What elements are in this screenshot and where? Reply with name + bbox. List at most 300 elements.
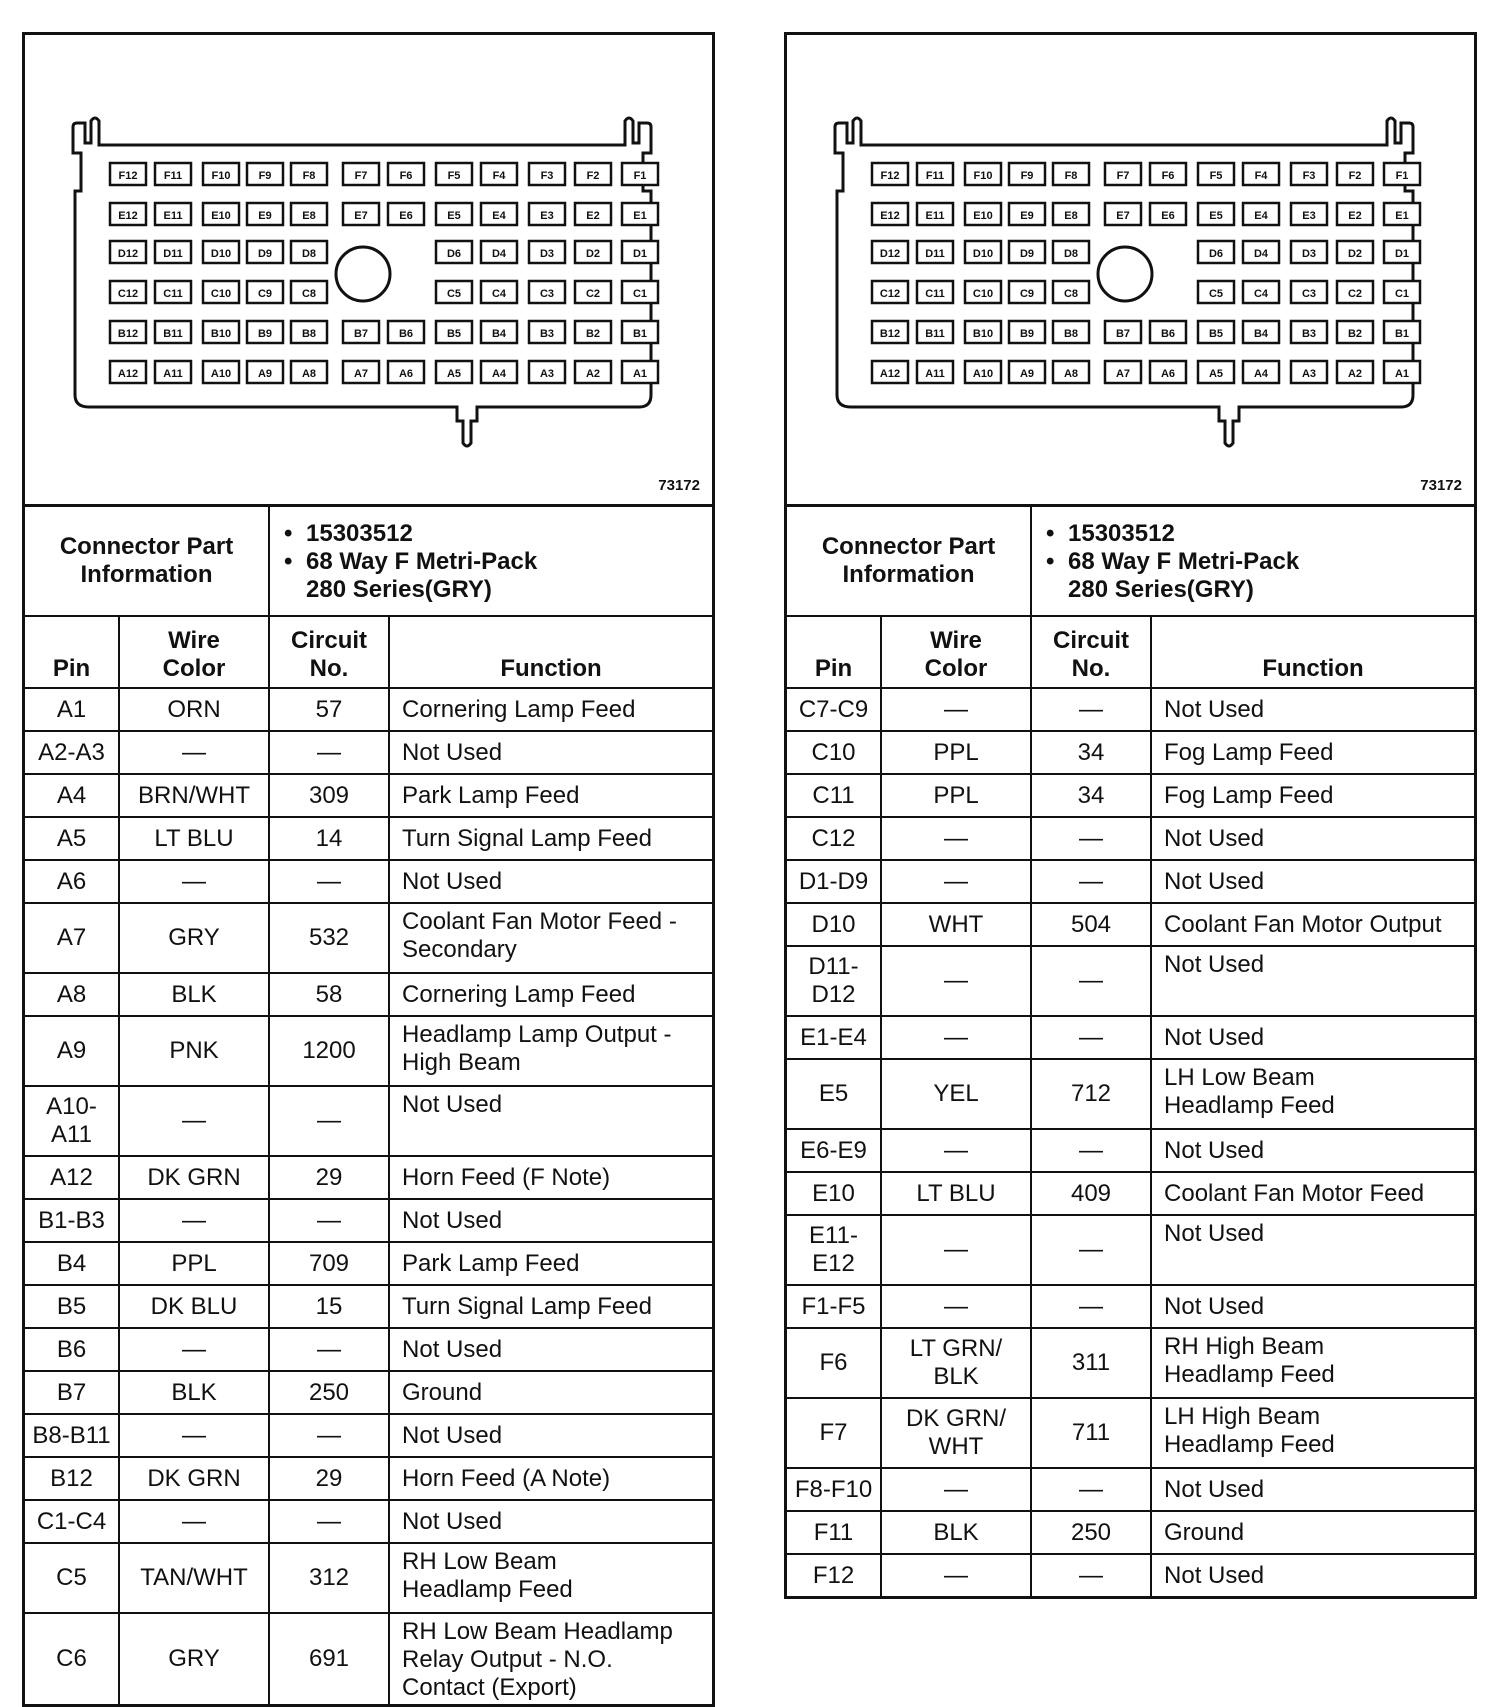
svg-text:C9: C9: [1019, 288, 1035, 300]
svg-text:F8: F8: [1064, 170, 1078, 182]
keying-hole-icon: [1098, 247, 1152, 301]
svg-text:A4: A4: [1253, 368, 1269, 380]
circuit-cell: 250: [269, 1371, 389, 1414]
connector-face-drawing: [25, 35, 712, 504]
svg-text:E3: E3: [540, 210, 554, 222]
svg-text:C11: C11: [925, 288, 945, 300]
circuit-cell: 14: [269, 817, 389, 860]
figure-number: 73172: [658, 477, 700, 494]
pin-cell: F6: [787, 1328, 881, 1398]
pin-cell: C11: [787, 774, 881, 817]
circuit-cell: —: [1031, 946, 1151, 1016]
connector-pin-b9: [1009, 321, 1045, 343]
wire-color-cell: PPL: [881, 774, 1031, 817]
connector-pin-d4: [481, 241, 517, 263]
connector-pin-c8: [291, 281, 327, 303]
svg-text:D12: D12: [117, 248, 139, 260]
function-cell: Fog Lamp Feed: [1151, 731, 1474, 774]
svg-text:D9: D9: [257, 248, 273, 260]
svg-text:F11: F11: [925, 170, 945, 182]
svg-text:A9: A9: [1019, 368, 1035, 380]
wire-color-cell: DK GRN: [119, 1156, 269, 1199]
function-cell: Not Used: [1151, 1554, 1474, 1596]
wire-color-cell: —: [881, 1129, 1031, 1172]
circuit-cell: 709: [269, 1242, 389, 1285]
function-cell: RH Low Beam Headlamp Relay Output - N.O. Contact (Export): [389, 1613, 712, 1704]
connector-diagram: [25, 35, 712, 507]
svg-text:E12: E12: [880, 210, 900, 222]
connector-pin-b1: [622, 321, 658, 343]
function-cell: Not Used: [389, 1086, 712, 1156]
connector-pin-a4: [1243, 361, 1279, 383]
pin-cell: A2-A3: [25, 731, 119, 774]
svg-text:E9: E9: [1020, 210, 1034, 222]
pin-cell: E10: [787, 1172, 881, 1215]
pin-cell: E11- E12: [787, 1215, 881, 1285]
connector-pin-b10: [965, 321, 1001, 343]
connector-pin-d10: [965, 241, 1001, 263]
connector-pin-d2: [575, 241, 611, 263]
bullet-icon: •: [284, 548, 293, 575]
svg-text:B3: B3: [539, 328, 555, 340]
svg-text:C1: C1: [1394, 288, 1410, 300]
connector-pin-a2: [1337, 361, 1373, 383]
connector-pin-c2: [1337, 281, 1373, 303]
wire-color-cell: DK BLU: [119, 1285, 269, 1328]
svg-text:B4: B4: [1253, 328, 1269, 340]
svg-text:F12: F12: [880, 170, 900, 182]
wire-color-cell: LT BLU: [881, 1172, 1031, 1215]
svg-text:C3: C3: [539, 288, 555, 300]
connector-pin-f10: [965, 163, 1001, 185]
circuit-cell: 532: [269, 903, 389, 973]
connector-pin-a4: [481, 361, 517, 383]
connector-pin-f6: [388, 163, 424, 185]
circuit-cell: —: [1031, 817, 1151, 860]
svg-text:C4: C4: [1253, 288, 1269, 300]
connector-pin-c9: [1009, 281, 1045, 303]
connector-pin-d1: [1384, 241, 1420, 263]
pin-header: Pin: [787, 616, 881, 688]
svg-text:F3: F3: [1302, 170, 1316, 182]
function-cell: Horn Feed (A Note): [389, 1457, 712, 1500]
connector-pin-d11: [155, 241, 191, 263]
connector-pin-a5: [1198, 361, 1234, 383]
connector-info-values: [269, 507, 712, 616]
table-row: [787, 688, 1474, 731]
connector-pin-b11: [917, 321, 953, 343]
connector-pin-f2: [1337, 163, 1373, 185]
connector-pin-d6: [1198, 241, 1234, 263]
wire-color-cell: —: [881, 688, 1031, 731]
table-row: [25, 860, 712, 903]
circuit-cell: —: [269, 860, 389, 903]
pin-cell: F11: [787, 1511, 881, 1554]
connector-pin-c11: [155, 281, 191, 303]
pin-cell: B1-B3: [25, 1199, 119, 1242]
connector-pin-f5: [436, 163, 472, 185]
connector-pin-a9: [247, 361, 283, 383]
function-cell: Not Used: [1151, 688, 1474, 731]
table-row: [787, 731, 1474, 774]
connector-pin-a12: [872, 361, 908, 383]
svg-text:C2: C2: [1347, 288, 1363, 300]
svg-text:A7: A7: [353, 368, 369, 380]
svg-text:B9: B9: [1019, 328, 1035, 340]
svg-text:C10: C10: [210, 288, 232, 300]
pin-table: [25, 507, 712, 1704]
connector-pin-a9: [1009, 361, 1045, 383]
bullet-icon: •: [1046, 520, 1055, 547]
connector-pin-f9: [1009, 163, 1045, 185]
connector-pin-b8: [291, 321, 327, 343]
wire-color-cell: —: [881, 1468, 1031, 1511]
svg-text:A2: A2: [585, 368, 601, 380]
connector-pin-c11: [917, 281, 953, 303]
connector-pin-d8: [291, 241, 327, 263]
function-cell: Headlamp Lamp Output - High Beam: [389, 1016, 712, 1086]
circuit-cell: 58: [269, 973, 389, 1016]
connector-pin-e9: [1009, 203, 1045, 225]
svg-text:F9: F9: [258, 170, 272, 182]
svg-text:F2: F2: [1348, 170, 1362, 182]
pin-table: [787, 507, 1474, 1596]
connector-pin-c10: [203, 281, 239, 303]
svg-text:E4: E4: [492, 210, 506, 222]
pin-cell: D10: [787, 903, 881, 946]
svg-text:E7: E7: [354, 210, 368, 222]
wire-color-cell: —: [119, 1328, 269, 1371]
circuit-cell: 309: [269, 774, 389, 817]
svg-text:F6: F6: [1161, 170, 1175, 182]
table-row: [787, 903, 1474, 946]
function-cell: Not Used: [1151, 860, 1474, 903]
circuit-cell: —: [1031, 860, 1151, 903]
connector-pin-a7: [1105, 361, 1141, 383]
connector-pin-b3: [529, 321, 565, 343]
connector-series: 280 Series(GRY): [306, 576, 492, 603]
wire-color-header: Wire Color: [881, 616, 1031, 688]
circuit-cell: 712: [1031, 1059, 1151, 1129]
function-cell: Horn Feed (F Note): [389, 1156, 712, 1199]
pin-cell: B4: [25, 1242, 119, 1285]
circuit-cell: 250: [1031, 1511, 1151, 1554]
pin-cell: F7: [787, 1398, 881, 1468]
pin-cell: C10: [787, 731, 881, 774]
svg-text:C8: C8: [301, 288, 317, 300]
function-cell: Not Used: [1151, 946, 1474, 1016]
table-row: [25, 1500, 712, 1543]
connector-pin-f7: [1105, 163, 1141, 185]
function-cell: Cornering Lamp Feed: [389, 973, 712, 1016]
connector-pin-c5: [1198, 281, 1234, 303]
pin-cell: D11- D12: [787, 946, 881, 1016]
pin-cell: F1-F5: [787, 1285, 881, 1328]
svg-text:D10: D10: [972, 248, 994, 260]
svg-text:E6: E6: [1161, 210, 1175, 222]
wire-color-cell: BLK: [881, 1511, 1031, 1554]
pin-cell: C6: [25, 1613, 119, 1704]
right-connector-panel: [784, 32, 1477, 1599]
connector-pin-e7: [343, 203, 379, 225]
connector-pin-a2: [575, 361, 611, 383]
table-row: [787, 774, 1474, 817]
connector-pin-d8: [1053, 241, 1089, 263]
connector-pin-e9: [247, 203, 283, 225]
svg-text:F10: F10: [211, 170, 231, 182]
svg-text:A5: A5: [446, 368, 462, 380]
svg-text:B2: B2: [585, 328, 601, 340]
svg-text:B8: B8: [1063, 328, 1079, 340]
circuit-cell: —: [1031, 1468, 1151, 1511]
svg-text:D8: D8: [1063, 248, 1079, 260]
connector-pin-b12: [110, 321, 146, 343]
connector-pin-e3: [1291, 203, 1327, 225]
svg-text:F3: F3: [540, 170, 554, 182]
connector-pin-e6: [1150, 203, 1186, 225]
svg-text:B12: B12: [879, 328, 901, 340]
function-cell: Coolant Fan Motor Output: [1151, 903, 1474, 946]
svg-text:A3: A3: [1301, 368, 1317, 380]
function-cell: Not Used: [389, 1414, 712, 1457]
function-cell: Not Used: [389, 731, 712, 774]
connector-pin-b11: [155, 321, 191, 343]
connector-pin-f11: [155, 163, 191, 185]
connector-pin-c4: [481, 281, 517, 303]
svg-text:C10: C10: [972, 288, 994, 300]
wire-color-cell: PPL: [119, 1242, 269, 1285]
wire-color-cell: —: [881, 1554, 1031, 1596]
connector-pin-e10: [965, 203, 1001, 225]
connector-pin-d3: [1291, 241, 1327, 263]
svg-text:A9: A9: [257, 368, 273, 380]
pin-header: Pin: [25, 616, 119, 688]
column-header-row: [25, 616, 712, 688]
wire-color-cell: PNK: [119, 1016, 269, 1086]
part-number: 15303512: [1068, 520, 1175, 547]
table-row: [787, 1172, 1474, 1215]
wire-color-cell: BLK: [119, 973, 269, 1016]
wire-color-cell: GRY: [119, 903, 269, 973]
pin-cell: C1-C4: [25, 1500, 119, 1543]
svg-text:F12: F12: [118, 170, 138, 182]
svg-text:A6: A6: [1160, 368, 1176, 380]
svg-text:D11: D11: [163, 248, 183, 260]
function-header: Function: [1151, 616, 1474, 688]
function-cell: RH High Beam Headlamp Feed: [1151, 1328, 1474, 1398]
connector-pin-d12: [110, 241, 146, 263]
figure-number: 73172: [1420, 477, 1462, 494]
function-cell: Not Used: [1151, 1215, 1474, 1285]
svg-text:A11: A11: [925, 368, 945, 380]
function-cell: Not Used: [1151, 817, 1474, 860]
table-row: [25, 973, 712, 1016]
svg-text:F2: F2: [586, 170, 600, 182]
table-row: [25, 774, 712, 817]
circuit-cell: 312: [269, 1543, 389, 1613]
table-row: [787, 1285, 1474, 1328]
connector-pin-c5: [436, 281, 472, 303]
function-cell: Not Used: [389, 1199, 712, 1242]
svg-text:C12: C12: [117, 288, 139, 300]
wire-color-cell: GRY: [119, 1613, 269, 1704]
function-cell: Park Lamp Feed: [389, 774, 712, 817]
wire-color-cell: LT GRN/ BLK: [881, 1328, 1031, 1398]
svg-text:A11: A11: [163, 368, 183, 380]
connector-pin-f1: [1384, 163, 1420, 185]
circuit-cell: —: [269, 1328, 389, 1371]
connector-pin-b2: [1337, 321, 1373, 343]
svg-text:F5: F5: [447, 170, 461, 182]
connector-pin-f9: [247, 163, 283, 185]
svg-text:F9: F9: [1020, 170, 1034, 182]
connector-pin-c1: [1384, 281, 1420, 303]
connector-pin-a11: [155, 361, 191, 383]
pin-cell: B7: [25, 1371, 119, 1414]
part-number: 15303512: [306, 520, 413, 547]
connector-pin-a3: [529, 361, 565, 383]
connector-pin-d11: [917, 241, 953, 263]
bullet-icon: •: [284, 520, 293, 547]
pin-cell: B8-B11: [25, 1414, 119, 1457]
table-row: [787, 860, 1474, 903]
connector-pin-d9: [247, 241, 283, 263]
svg-text:F4: F4: [1254, 170, 1268, 182]
connector-pin-b8: [1053, 321, 1089, 343]
connector-pin-e12: [872, 203, 908, 225]
circuit-cell: —: [1031, 1554, 1151, 1596]
svg-text:B5: B5: [446, 328, 462, 340]
connector-pin-a8: [1053, 361, 1089, 383]
function-cell: RH Low Beam Headlamp Feed: [389, 1543, 712, 1613]
connector-pin-c12: [872, 281, 908, 303]
connector-info-row: [25, 507, 712, 616]
pin-cell: A7: [25, 903, 119, 973]
svg-text:B11: B11: [163, 328, 183, 340]
connector-pin-b10: [203, 321, 239, 343]
svg-text:B6: B6: [1160, 328, 1176, 340]
connector-pin-a3: [1291, 361, 1327, 383]
function-cell: Turn Signal Lamp Feed: [389, 1285, 712, 1328]
connector-pin-e10: [203, 203, 239, 225]
connector-pin-b6: [388, 321, 424, 343]
connector-pin-c3: [529, 281, 565, 303]
svg-text:B10: B10: [210, 328, 232, 340]
wire-color-cell: ORN: [119, 688, 269, 731]
svg-text:C5: C5: [1208, 288, 1224, 300]
pin-cell: B6: [25, 1328, 119, 1371]
svg-text:E1: E1: [1395, 210, 1409, 222]
svg-text:C2: C2: [585, 288, 601, 300]
svg-text:C8: C8: [1063, 288, 1079, 300]
pin-cell: A6: [25, 860, 119, 903]
connector-pin-b1: [1384, 321, 1420, 343]
connector-pin-a8: [291, 361, 327, 383]
function-header: Function: [389, 616, 712, 688]
svg-text:E11: E11: [163, 210, 183, 222]
connector-pin-f6: [1150, 163, 1186, 185]
table-row: [787, 1215, 1474, 1285]
function-cell: Not Used: [389, 1328, 712, 1371]
connector-pin-e12: [110, 203, 146, 225]
svg-text:A5: A5: [1208, 368, 1224, 380]
svg-text:E12: E12: [118, 210, 138, 222]
pin-cell: E6-E9: [787, 1129, 881, 1172]
svg-text:A10: A10: [210, 368, 232, 380]
connector-info-row: [787, 507, 1474, 616]
circuit-cell: —: [269, 1199, 389, 1242]
svg-text:A6: A6: [398, 368, 414, 380]
table-row: [25, 731, 712, 774]
svg-text:B12: B12: [117, 328, 139, 340]
svg-text:D3: D3: [1301, 248, 1317, 260]
svg-text:D1: D1: [632, 248, 648, 260]
svg-text:B3: B3: [1301, 328, 1317, 340]
svg-text:D12: D12: [879, 248, 901, 260]
connector-pin-e3: [529, 203, 565, 225]
connector-pin-e1: [1384, 203, 1420, 225]
connector-pin-b5: [436, 321, 472, 343]
connector-pin-a7: [343, 361, 379, 383]
connector-pin-a6: [388, 361, 424, 383]
keying-hole-icon: [336, 247, 390, 301]
circuit-cell: —: [269, 731, 389, 774]
svg-text:F8: F8: [302, 170, 316, 182]
svg-text:C11: C11: [163, 288, 183, 300]
function-cell: Cornering Lamp Feed: [389, 688, 712, 731]
column-header-row: [787, 616, 1474, 688]
table-row: [25, 1086, 712, 1156]
svg-text:F1: F1: [633, 170, 647, 182]
connector-pin-a11: [917, 361, 953, 383]
connector-pin-b9: [247, 321, 283, 343]
svg-text:D10: D10: [210, 248, 232, 260]
svg-text:B7: B7: [1115, 328, 1131, 340]
connector-pin-e8: [291, 203, 327, 225]
connector-pin-d2: [1337, 241, 1373, 263]
connector-pin-a1: [622, 361, 658, 383]
connector-pin-d12: [872, 241, 908, 263]
connector-pin-a6: [1150, 361, 1186, 383]
connector-pin-b4: [1243, 321, 1279, 343]
connector-pin-e1: [622, 203, 658, 225]
circuit-cell: 34: [1031, 731, 1151, 774]
function-cell: Coolant Fan Motor Feed - Secondary: [389, 903, 712, 973]
table-row: [25, 1328, 712, 1371]
function-cell: LH High Beam Headlamp Feed: [1151, 1398, 1474, 1468]
connector-pin-c12: [110, 281, 146, 303]
circuit-cell: 57: [269, 688, 389, 731]
svg-text:E8: E8: [302, 210, 316, 222]
function-cell: Not Used: [389, 1500, 712, 1543]
svg-text:E10: E10: [973, 210, 993, 222]
svg-text:F1: F1: [1395, 170, 1409, 182]
svg-text:E2: E2: [586, 210, 600, 222]
pin-cell: B12: [25, 1457, 119, 1500]
svg-text:F11: F11: [163, 170, 183, 182]
svg-text:B8: B8: [301, 328, 317, 340]
connector-pin-c8: [1053, 281, 1089, 303]
connector-pin-e5: [1198, 203, 1234, 225]
wire-color-cell: —: [881, 946, 1031, 1016]
svg-text:D2: D2: [1347, 248, 1363, 260]
wire-color-cell: —: [119, 1500, 269, 1543]
circuit-cell: 691: [269, 1613, 389, 1704]
svg-text:D11: D11: [925, 248, 945, 260]
circuit-cell: 711: [1031, 1398, 1151, 1468]
svg-text:C3: C3: [1301, 288, 1317, 300]
svg-text:A4: A4: [491, 368, 507, 380]
